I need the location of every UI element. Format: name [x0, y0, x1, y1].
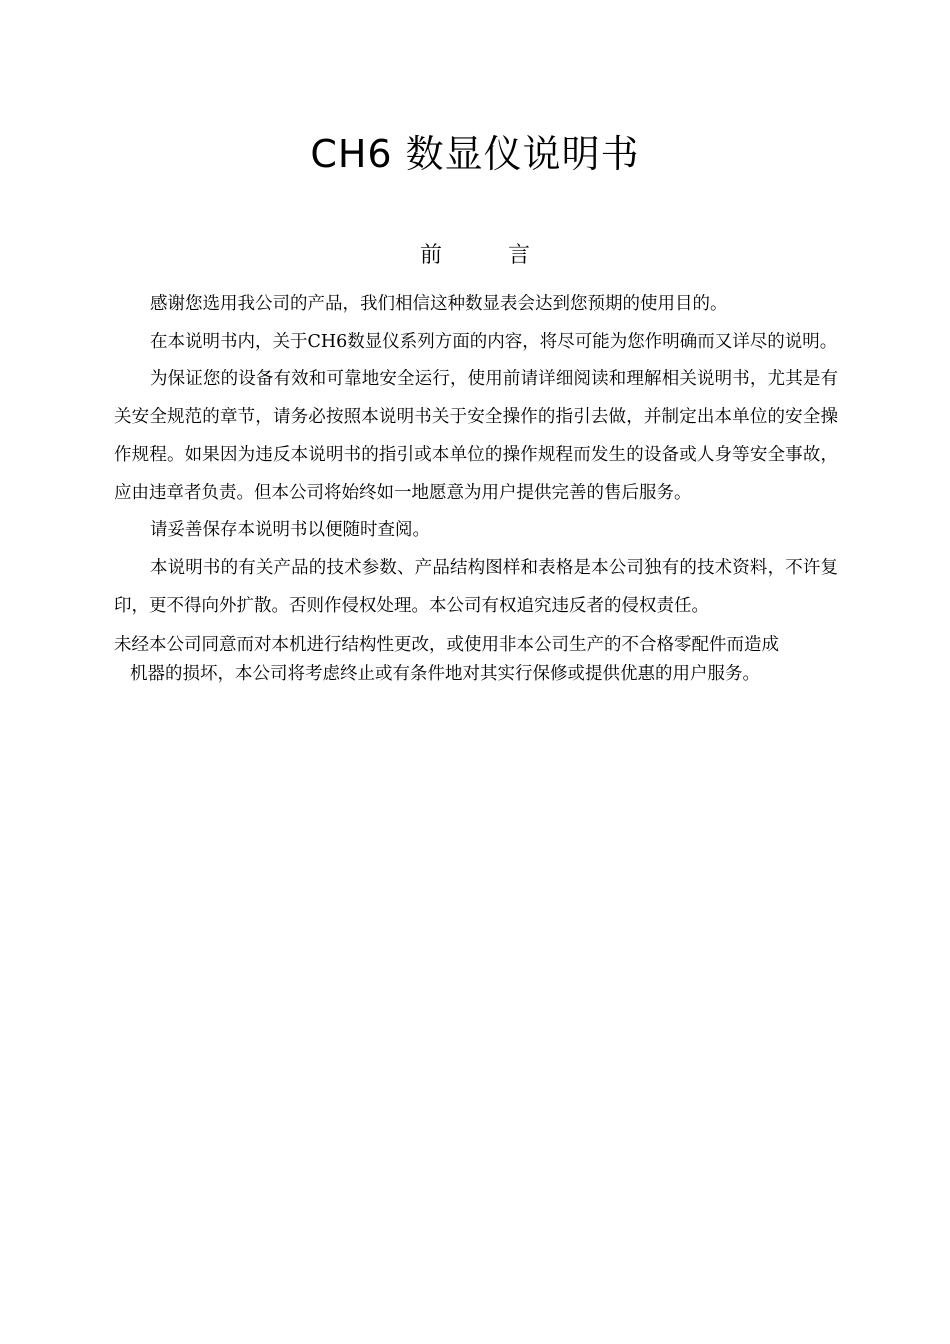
paragraph-warranty-line-1: 未经本公司同意而对本机进行结构性更改，或使用非本公司生产的不合格零配件而造成 [114, 635, 779, 656]
paragraph-warranty-line-2: 机器的损坏，本公司将考虑终止或有条件地对其实行保修或提供优惠的用户服务。 [130, 664, 760, 685]
paragraph-safety: 为保证您的设备有效和可靠地安全运行，使用前请详细阅读和理解相关说明书，尤其是有关安全规范的章节，请务必按照本说明书关于安全操作的指引去做，并制定出本单位的安全操作规程。如果因为违反本说明书的指引或本单位的操作规程而发生的设备或人身等安全事故，应由违章者负责。但本公司将始终如一地愿意为用户提供完善的售后服务。 [114, 369, 838, 503]
paragraph-warranty [114, 631, 838, 689]
paragraph-confidentiality: 本说明书的有关产品的技术参数、产品结构图样和表格是本公司独有的技术资料，不许复印，更不得向外扩散。否则作侵权处理。本公司有权追究违反者的侵权责任。 [114, 557, 838, 616]
document-body [114, 286, 838, 689]
paragraph-keep-manual: 请妥善保存本说明书以便随时查阅。 [150, 520, 430, 541]
section-heading-preface [0, 238, 950, 274]
paragraph-scope: 在本说明书内，关于CH6数显仪系列方面的内容，将尽可能为您作明确而又详尽的说明。 [150, 331, 838, 352]
paragraph-thanks: 感谢您选用我公司的产品，我们相信这种数显表会达到您预期的使用目的。 [150, 294, 728, 314]
section-heading-char-1: 前 [419, 243, 442, 268]
section-heading-char-2: 言 [508, 243, 531, 268]
document-title: CH6 数显仪说明书 [310, 132, 640, 176]
